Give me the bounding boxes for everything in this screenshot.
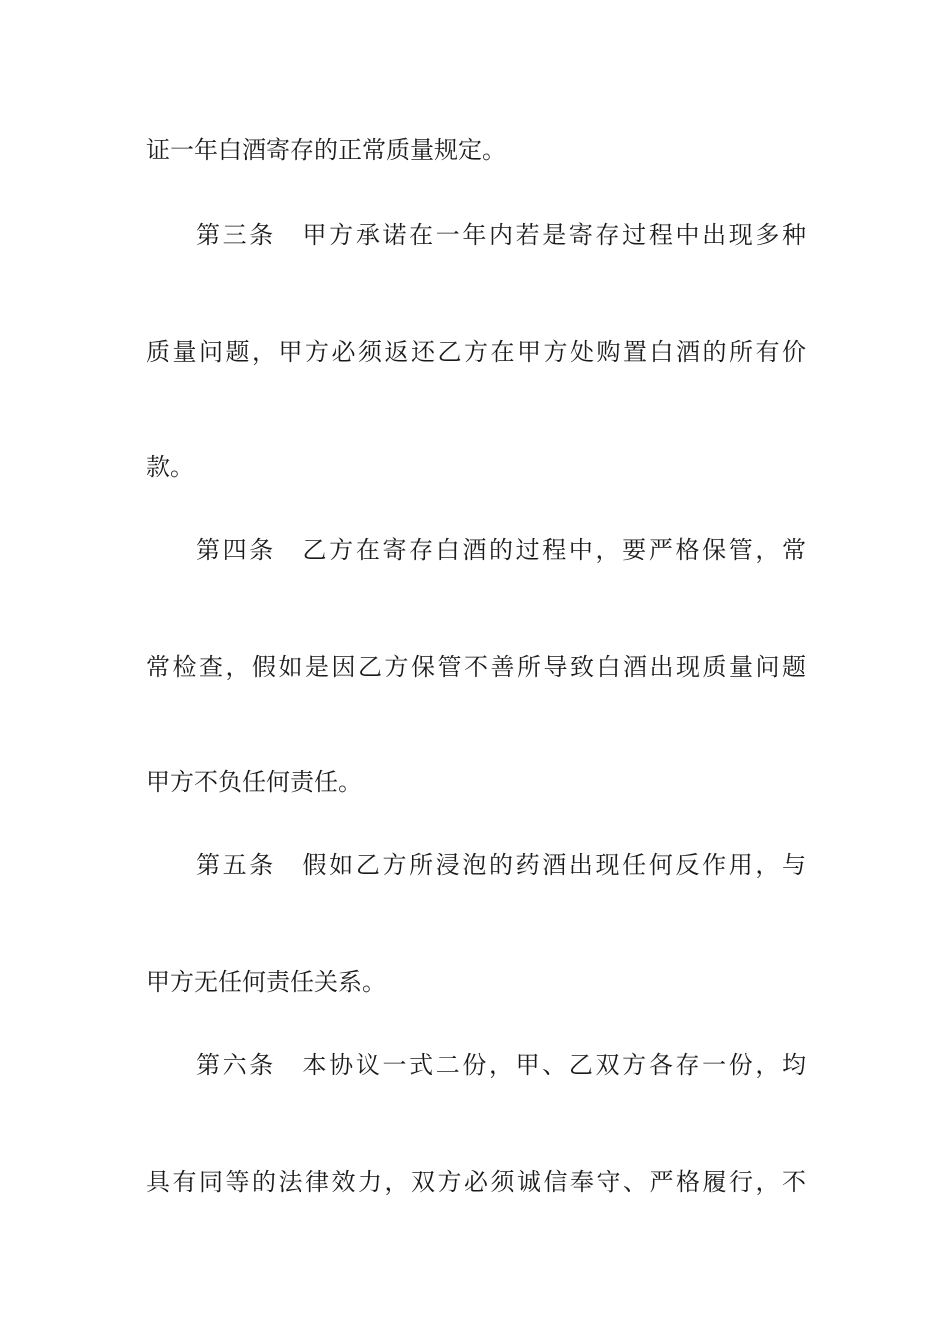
text-line: 甲方不负任何责任。 (146, 768, 362, 796)
text-line: 款。 (146, 453, 194, 481)
text-line: 甲方无任何责任关系。 (146, 968, 386, 996)
article-three-heading-line: 第三条 甲方承诺在一年内若是寄存过程中出现多种 (196, 221, 806, 249)
text-line: 质量问题，甲方必须返还乙方在甲方处购置白酒的所有价 (146, 338, 806, 366)
article-six-heading-line: 第六条 本协议一式二份，甲、乙双方各存一份，均 (196, 1051, 806, 1079)
article-five-heading-line: 第五条 假如乙方所浸泡的药酒出现任何反作用，与 (196, 851, 806, 879)
text-line: 证一年白酒寄存的正常质量规定。 (146, 136, 506, 164)
text-line: 具有同等的法律效力，双方必须诚信奉守、严格履行，不 (146, 1168, 806, 1196)
article-four-heading-line: 第四条 乙方在寄存白酒的过程中，要严格保管，常 (196, 536, 806, 564)
text-line: 常检查，假如是因乙方保管不善所导致白酒出现质量问题 (146, 653, 806, 681)
